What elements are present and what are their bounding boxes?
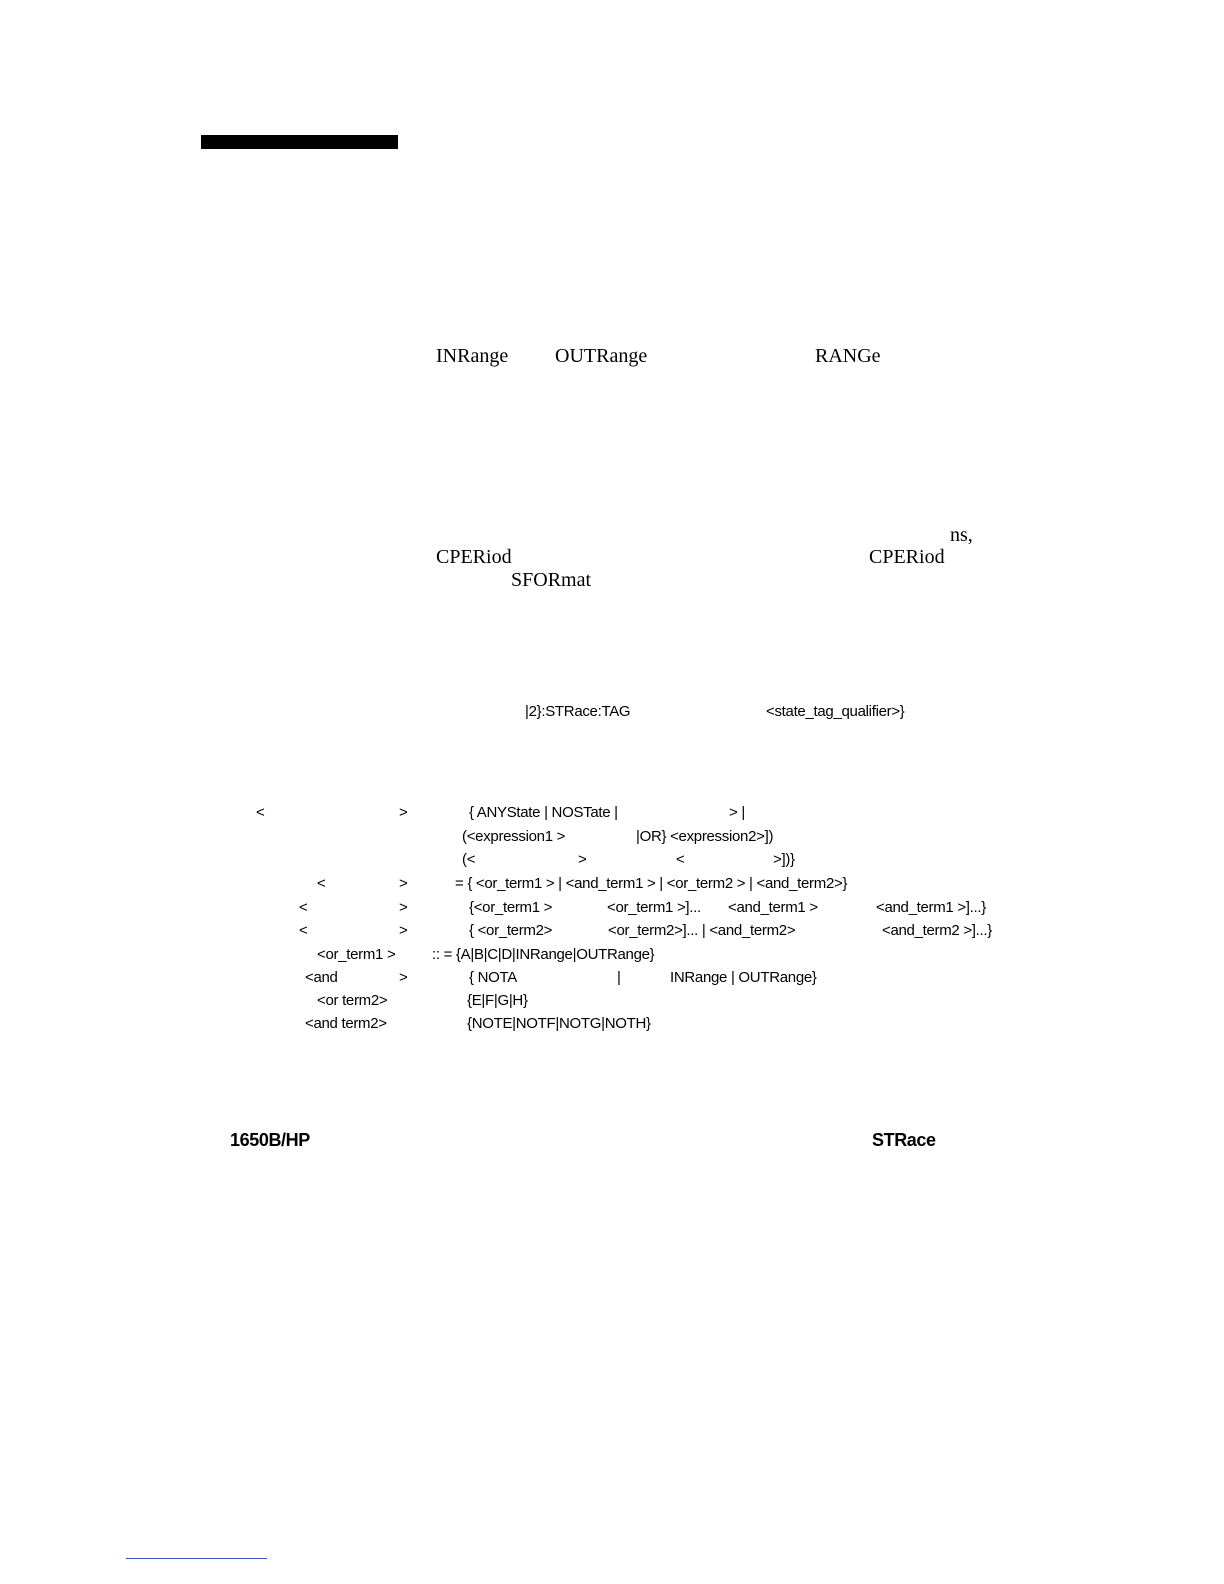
syntax-l3-lt: < xyxy=(676,851,685,868)
syntax-l2-expr1: (<expression1 > xyxy=(462,828,566,845)
syntax-l4-lt: < xyxy=(317,875,326,892)
command-tag: |2}:STRace:TAG xyxy=(525,703,631,720)
footer-section: STRace xyxy=(872,1130,936,1150)
syntax-l6-a: { <or_term2> xyxy=(469,922,553,939)
syntax-l1-rhs2: > | xyxy=(729,804,745,821)
syntax-l9-lhs: <or term2> xyxy=(317,992,388,1009)
syntax-l8-gt: > xyxy=(399,969,408,986)
syntax-l1-rhs: { ANYState | NOSTate | xyxy=(469,804,618,821)
syntax-l5-c: <and_term1 > xyxy=(728,899,818,916)
syntax-l10-lhs: <and term2> xyxy=(305,1015,387,1032)
text-ns: ns, xyxy=(950,524,973,546)
command-qualifier: <state_tag_qualifier>} xyxy=(766,703,905,720)
syntax-l5-lt: < xyxy=(299,899,308,916)
syntax-l9-rhs: {E|F|G|H} xyxy=(467,992,528,1009)
syntax-l4-gt: > xyxy=(399,875,408,892)
syntax-l1-gt: > xyxy=(399,804,408,821)
syntax-l3-open: (< xyxy=(462,851,476,868)
text-cperiod-1: CPERiod xyxy=(436,546,512,568)
syntax-l8-lhs: <and xyxy=(305,969,338,986)
syntax-l5-a: {<or_term1 > xyxy=(469,899,553,916)
syntax-l8-rhs: { NOTA xyxy=(469,969,517,986)
syntax-l7-rhs: :: = {A|B|C|D|INRange|OUTRange} xyxy=(432,946,655,963)
syntax-l8-rhs2: INRange | OUTRange} xyxy=(670,969,817,986)
syntax-l8-bar: | xyxy=(617,969,621,986)
syntax-l1-lt: < xyxy=(256,804,265,821)
header-bar xyxy=(201,135,398,149)
syntax-l6-gt: > xyxy=(399,922,408,939)
syntax-l6-b: <or_term2>]... | <and_term2> xyxy=(608,922,796,939)
syntax-l10-rhs: {NOTE|NOTF|NOTG|NOTH} xyxy=(467,1015,651,1032)
footer-rule xyxy=(126,1558,267,1559)
syntax-l5-b: <or_term1 >]... xyxy=(607,899,701,916)
syntax-l6-c: <and_term2 >]...} xyxy=(882,922,992,939)
text-outrange: OUTRange xyxy=(555,345,648,367)
text-range: RANGe xyxy=(815,345,881,367)
syntax-l3-close: >])} xyxy=(773,851,795,868)
text-inrange: INRange xyxy=(436,345,509,367)
syntax-l5-d: <and_term1 >]...} xyxy=(876,899,986,916)
text-cperiod-2: CPERiod xyxy=(869,546,945,568)
syntax-l5-gt: > xyxy=(399,899,408,916)
text-sformat: SFORmat xyxy=(511,569,592,591)
syntax-l7-lhs: <or_term1 > xyxy=(317,946,396,963)
footer-model: 1650B/HP xyxy=(230,1130,310,1150)
syntax-l6-lt: < xyxy=(299,922,308,939)
syntax-l3-gt: > xyxy=(578,851,587,868)
syntax-l2-expr2: |OR} <expression2>]) xyxy=(636,828,774,845)
syntax-l4-rhs: = { <or_term1 > | <and_term1 > | <or_term2 > | <and_term2>} xyxy=(455,875,848,892)
